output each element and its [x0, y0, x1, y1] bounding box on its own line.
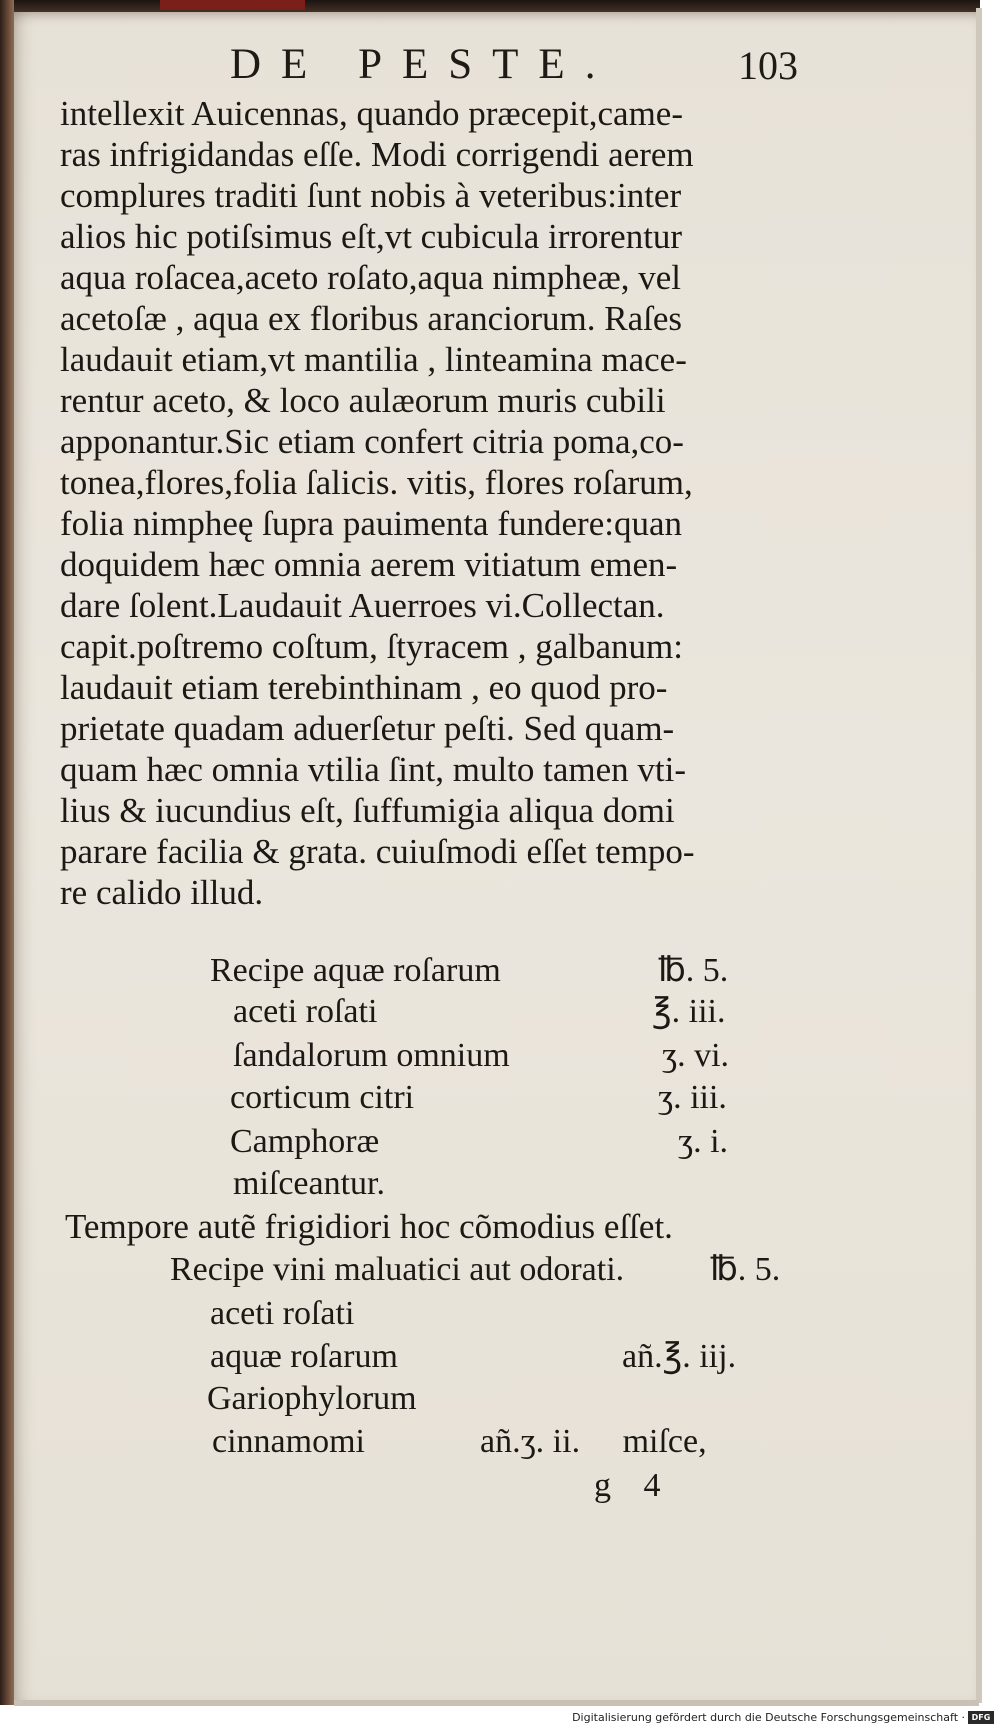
text-line: capit.poſtremo coſtum, ſtyracem , galbanum:: [60, 627, 684, 666]
recipe-quantity: ℔. 5.: [658, 952, 729, 989]
text-line: rentur aceto, & loco aulæorum muris cubili: [60, 381, 666, 420]
text-line: ras infrigidandas eſſe. Modi corrigendi aerem: [60, 135, 694, 174]
dfg-logo: DFG: [968, 1711, 994, 1724]
text-line: folia nimpheę ſupra pauimenta fundere:quan: [60, 504, 682, 543]
recipe-quantity: añ.℥. iij.: [622, 1338, 737, 1375]
text-line: parare facilia & grata. cuiuſmodi eſſet tempo-: [60, 832, 695, 871]
text-line: dare ſolent.Laudauit Auerroes vi.Collectan.: [60, 586, 665, 625]
text-line: aqua roſacea,aceto roſato,aqua nimpheæ, vel: [60, 258, 681, 297]
running-title: DE PESTE.: [230, 41, 616, 88]
text-line: laudauit etiam terebinthinam , eo quod pro-: [60, 668, 668, 707]
recipe-quantity: ʒ. iii.: [658, 1079, 727, 1116]
text-line: lius & iucundius eſt, ſuffumigia aliqua domi: [60, 791, 675, 830]
recipe-quantity: añ.ʒ. ii. miſce,: [480, 1423, 707, 1460]
recipe-item: miſceantur.: [233, 1165, 386, 1202]
text-line: apponantur.Sic etiam confert citria poma,co-: [60, 422, 684, 461]
text-line: complures traditi ſunt nobis à veteribus:inter: [60, 176, 682, 215]
recipe-item: ſandalorum omnium: [233, 1037, 510, 1074]
text-line: laudauit etiam,vt mantilia , linteamina mace-: [60, 340, 687, 379]
transition-line: Tempore autẽ frigidiori hoc cõmodius eſſet.: [65, 1207, 673, 1246]
recipe-item: aceti roſati: [233, 993, 378, 1030]
recipe-quantity: ʒ. i.: [678, 1123, 729, 1160]
recipe-quantity: ℔. 5.: [710, 1251, 781, 1288]
recipe-item: Gariophylorum: [207, 1380, 417, 1417]
text-line: doquidem hæc omnia aerem vitiatum emen-: [60, 545, 678, 584]
recipe-item: Recipe aquæ roſarum: [210, 952, 501, 989]
recipe-quantity: ʒ. vi.: [662, 1037, 730, 1074]
recipe-item: aceti roſati: [210, 1295, 355, 1332]
recipe-item: aquæ roſarum: [210, 1338, 398, 1375]
text-line: prietate quadam aduerſetur peſti. Sed quam-: [60, 709, 675, 748]
text-line: acetoſæ , aqua ex floribus aranciorum. Raſes: [60, 299, 683, 338]
text-line: tonea,flores,folia ſalicis. vitis, flores roſarum,: [60, 463, 693, 502]
recipe-item: cinnamomi: [212, 1423, 365, 1460]
signature-mark: g 4: [594, 1467, 673, 1504]
funding-credit: Digitalisierung gefördert durch die Deutsche Forschungsgemeinschaft ·: [572, 1711, 965, 1724]
recipe-item: corticum citri: [230, 1079, 415, 1116]
text-line: intellexit Auicennas, quando præcepit,came-: [60, 94, 683, 133]
recipe-item: Recipe vini maluatici aut odorati.: [170, 1251, 625, 1288]
recipe-quantity: ℥. iii.: [652, 993, 726, 1030]
recipe-item: Camphoræ: [230, 1123, 380, 1160]
text-line: re calido illud.: [60, 873, 264, 912]
page-number: 103: [738, 43, 798, 88]
text-line: quam hæc omnia vtilia ſint, multo tamen vti-: [60, 750, 687, 789]
text-line: alios hic potiſsimus eſt,vt cubicula irrorentur: [60, 217, 683, 256]
